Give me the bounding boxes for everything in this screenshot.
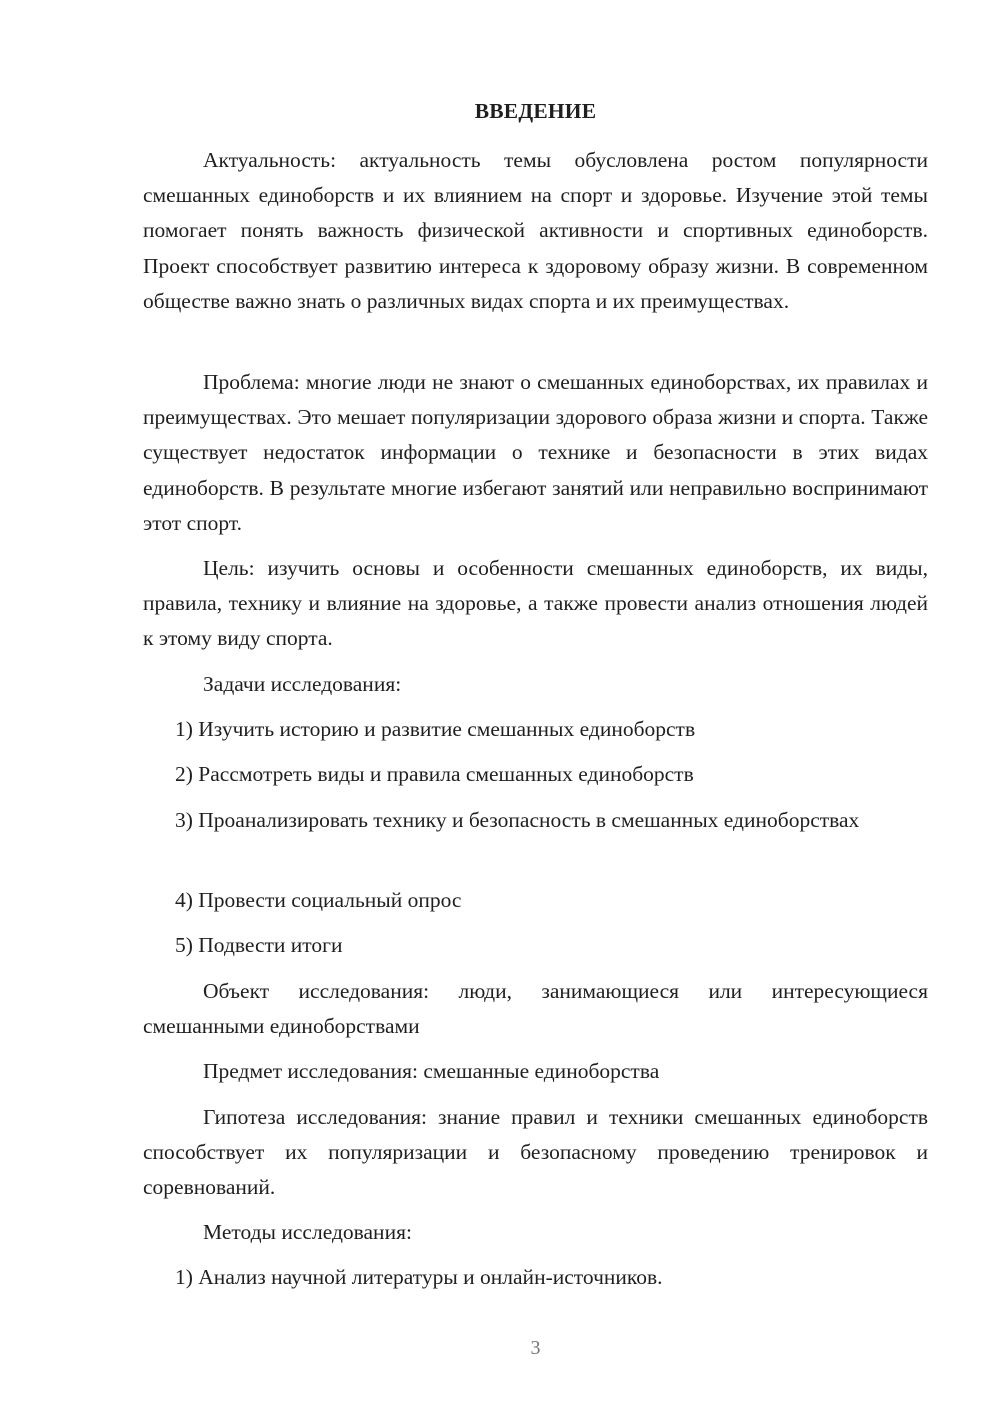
task-item-4: 4) Провести социальный опрос (175, 888, 462, 912)
methods-heading: Методы исследования: (203, 1220, 412, 1244)
page-title: ВВЕДЕНИЕ (474, 99, 597, 123)
hypothesis-paragraph: Гипотеза исследования: знание правил и техники смешанных единоборств способствует их популяризации и безопасному проведению тренировок и соревнований. (143, 1105, 928, 1200)
task-item-2: 2) Рассмотреть виды и правила смешанных единоборств (175, 762, 694, 786)
task-item-5: 5) Подвести итоги (175, 933, 343, 957)
task-item-3: 3) Проанализировать технику и безопасность в смешанных единоборствах (175, 808, 860, 832)
document-page (143, 0, 928, 1414)
tasks-heading: Задачи исследования: (203, 672, 402, 696)
goal-paragraph: Цель: изучить основы и особенности смешанных единоборств, их виды, правила, технику и влияние на здоровье, а также провести анализ отношения людей к этому виду спорта. (143, 556, 928, 651)
relevance-paragraph: Актуальность: актуальность темы обусловлена ростом популярности смешанных единоборств и их влиянием на спорт и здоровье. Изучение этой темы помогает понять важность физической активности и спортивных единоборств. Проект способствует развитию интереса к здоровому образу жизни. В современном обществе важно знать о различных видах спорта и их преимуществах. (143, 148, 928, 313)
object-paragraph: Объект исследования: люди, занимающиеся или интересующиеся смешанными единоборствами (143, 979, 928, 1039)
subject-paragraph: Предмет исследования: смешанные единоборства (203, 1059, 660, 1083)
task-item-1: 1) Изучить историю и развитие смешанных единоборств (175, 717, 696, 741)
method-item-1: 1) Анализ научной литературы и онлайн-источников. (175, 1265, 663, 1289)
page-number: 3 (530, 1337, 541, 1359)
problem-paragraph: Проблема: многие люди не знают о смешанных единоборствах, их правилах и преимуществах. Это мешает популяризации здорового образа жизни и спорта. Также существует недостаток информации о технике и безопасности в этих видах единоборств. В результате многие избегают занятий или неправильно воспринимают этот спорт. (143, 370, 928, 535)
